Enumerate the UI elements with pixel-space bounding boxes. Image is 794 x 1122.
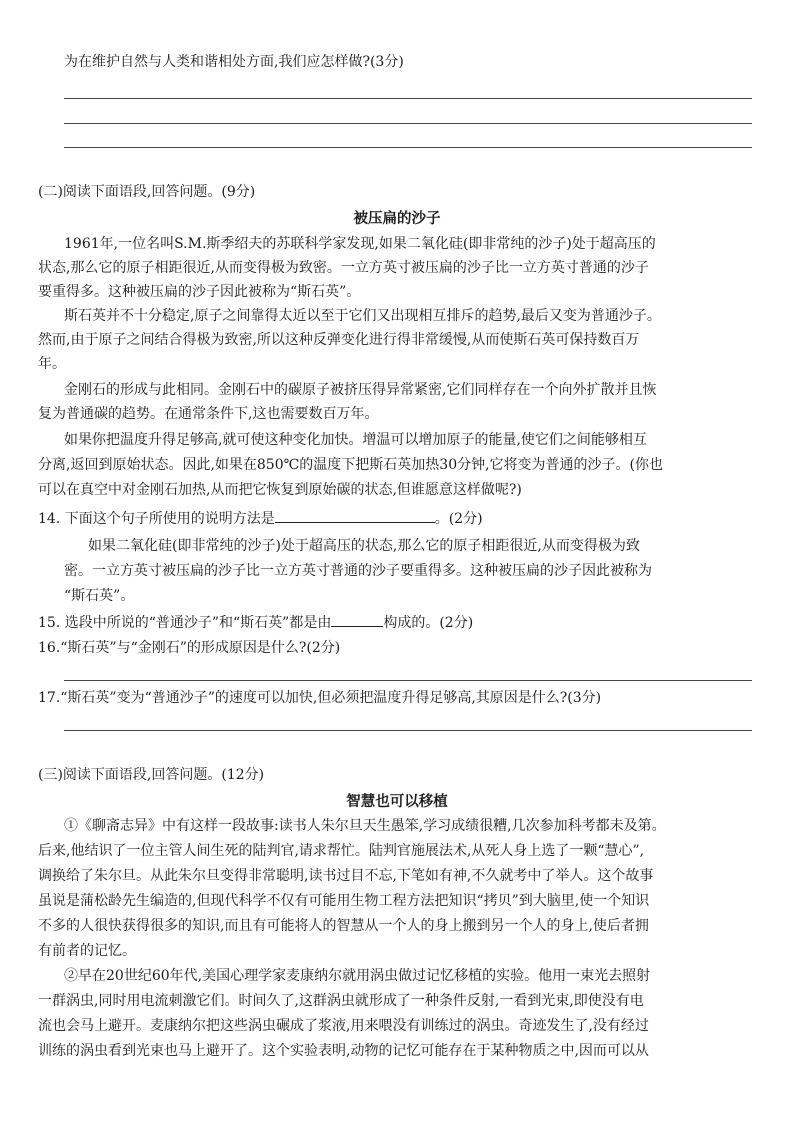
q14-blank[interactable] [275, 508, 435, 523]
q15-suffix: 构成的。(2分) [383, 615, 474, 631]
section2-title: 被压扁的沙子 [353, 211, 441, 227]
q15-prompt: 15. 选段中所说的“普通沙子”和“斯石英”都是由 [38, 615, 332, 631]
answer-line[interactable] [64, 98, 752, 99]
paragraph-line: 流也会马上避开。麦康纳尔把这些涡虫碾成了浆液,用来喂没有训练过的涡虫。奇迹发生了,没有经过 [38, 1018, 649, 1034]
paragraph-line: 复为普通碳的趋势。在通常条件下,这也需要数百万年。 [38, 406, 379, 422]
paragraph-line: ②早在20世纪60年代,美国心理学家麦康纳尔就用涡虫做过记忆移植的实验。他用一束光去照射 [64, 968, 651, 984]
q14-prompt: 14. 下面这个句子所使用的说明方法是 [38, 511, 275, 527]
q14-suffix: 。(2分) [434, 511, 483, 527]
paragraph-line: ①《聊斋志异》中有这样一段故事:读书人朱尔旦天生愚笨,学习成绩很糟,几次参加科考都未及第。 [64, 818, 666, 834]
paragraph-line: 训练的涡虫看到光束也马上避开了。这个实验表明,动物的记忆可能存在于某种物质之中,因而可以从 [38, 1043, 649, 1059]
paragraph-line: 虽说是蒲松龄先生编造的,但现代科学不仅有可能用生物工程方法把知识“拷贝”到大脑里,使一个知识 [38, 893, 650, 909]
q17-prompt: 17.“斯石英”变为“普通沙子”的速度可以加快,但必须把温度升得足够高,其原因是什么?(3分) [38, 690, 602, 706]
answer-line[interactable] [64, 730, 752, 731]
q14-quote-line: 如果二氧化硅(即非常纯的沙子)处于超高压的状态,那么它的原子相距很近,从而变得极为致 [88, 538, 640, 554]
answer-line[interactable] [64, 147, 752, 148]
paragraph-line: 状态,那么它的原子相距很近,从而变得极为致密。一立方英寸被压扁的沙子比一立方英寸普通的沙子 [38, 260, 649, 276]
paragraph-line: 要重得多。这种被压扁的沙子因此被称为“斯石英”。 [38, 284, 361, 300]
paragraph-line: 后来,他结识了一位主管人间生死的陆判官,请求帮忙。陆判官施展法术,从死人身上选了一颗“慧心”, [38, 843, 645, 859]
paragraph-line: 1961年,一位名叫S.M.斯季绍夫的苏联科学家发现,如果二氧化硅(即非常纯的沙子)处于超高压的 [64, 236, 656, 252]
section3-title: 智慧也可以移植 [346, 794, 448, 810]
paragraph-line: 斯石英并不十分稳定,原子之间靠得太近以至于它们又出现相互排斥的趋势,最后又变为普通沙子。 [64, 308, 661, 324]
q14-quote-line: 密。一立方英寸被压扁的沙子比一立方英寸普通的沙子要重得多。这种被压扁的沙子因此被称为 [64, 563, 652, 579]
q16-prompt: 16.“斯石英”与“金刚石”的形成原因是什么?(2分) [38, 640, 341, 656]
q13-prompt: 为在维护自然与人类和谐相处方面,我们应怎样做?(3分) [64, 54, 404, 70]
section2-heading: (二)阅读下面语段,回答问题。(9分) [38, 184, 256, 200]
paragraph-line: 一群涡虫,同时用电流刺激它们。时间久了,这群涡虫就形成了一种条件反射,一看到光束,即使没有电 [38, 993, 644, 1009]
paragraph-line: 可以在真空中对金刚石加热,从而把它恢复到原始碳的状态,但谁愿意这样做呢?) [38, 482, 522, 498]
paragraph-line: 如果你把温度升得足够高,就可使这种变化加快。增温可以增加原子的能量,使它们之间能够相互 [64, 432, 647, 448]
paragraph-line: 不多的人很快获得很多的知识,而且有可能将人的智慧从一个人的身上搬到另一个人的身上,使后者拥 [38, 918, 649, 934]
answer-line[interactable] [64, 123, 752, 124]
paragraph-line: 然而,由于原子之间结合得极为致密,所以这种反弹变化进行得非常缓慢,从而使斯石英可保持数百万 [38, 332, 640, 348]
paragraph-line: 分离,返回到原始状态。因此,如果在850℃的温度下把斯石英加热30分钟,它将变为普通的沙子。(你也 [38, 457, 664, 473]
q14 [38, 508, 756, 529]
section3-heading: (三)阅读下面语段,回答问题。(12分) [38, 767, 265, 783]
paragraph-line: 年。 [38, 356, 66, 372]
q15 [38, 612, 756, 633]
answer-line[interactable] [64, 680, 752, 681]
paragraph-line: 金刚石的形成与此相同。金刚石中的碳原子被挤压得异常紧密,它们同样存在一个向外扩散并且恢 [64, 382, 657, 398]
paragraph-line: 调换给了朱尔旦。从此朱尔旦变得非常聪明,读书过目不忘,下笔如有神,不久就考中了举人。这个故事 [38, 868, 654, 884]
q14-quote-line: “斯石英”。 [64, 588, 135, 604]
q15-blank[interactable] [331, 612, 383, 627]
paragraph-line: 有前者的记忆。 [38, 943, 136, 959]
